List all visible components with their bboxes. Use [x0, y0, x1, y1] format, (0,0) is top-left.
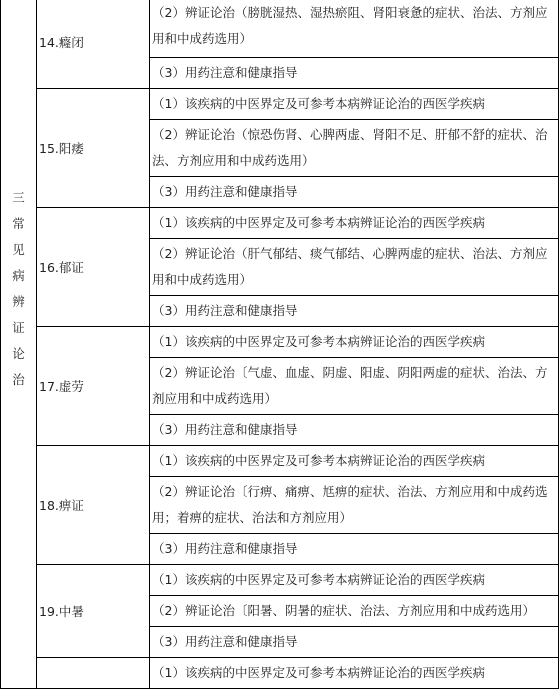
syllabus-item: （3）用药注意和健康指导: [150, 177, 559, 208]
section-char: 论: [12, 346, 25, 361]
syllabus-item: （3）用药注意和健康指导: [150, 415, 559, 446]
disease-name: 16.郁证: [37, 208, 150, 327]
table-row: [1, 0, 559, 58]
table-row: [1, 446, 559, 477]
disease-name: 19.中暑: [37, 565, 150, 658]
syllabus-item: （3）用药注意和健康指导: [150, 58, 559, 89]
disease-name: 17.虚劳: [37, 327, 150, 446]
syllabus-item: （2）辨证论治（肝气郁结、痰气郁结、心脾两虚的症状、治法、方剂应用和中成药选用）: [150, 239, 559, 296]
disease-name: [37, 658, 150, 689]
syllabus-item: （1）该疾病的中医界定及可参考本病辨证论治的西医学疾病: [150, 565, 559, 596]
syllabus-item: （1）该疾病的中医界定及可参考本病辨证论治的西医学疾病: [150, 208, 559, 239]
syllabus-item: （2）辨证论治〔气虚、血虚、阴虚、阳虚、阴阳两虚的症状、治法、方剂应用和中成药选用）: [150, 358, 559, 415]
section-char: 病: [12, 268, 25, 283]
syllabus-item: （3）用药注意和健康指导: [150, 534, 559, 565]
section-char: 辨: [12, 294, 25, 309]
disease-name: 18.痹证: [37, 446, 150, 565]
section-char: 三: [12, 190, 25, 205]
syllabus-item: （1）该疾病的中医界定及可参考本病辨证论治的西医学疾病: [150, 446, 559, 477]
section-label: [1, 0, 37, 689]
table-row: [1, 565, 559, 596]
syllabus-item: （2）辨证论治〔行痹、痛痹、尪痹的症状、治法、方剂应用和中成药选用；着痹的症状、治法和方剂应用）: [150, 477, 559, 534]
syllabus-item: （1）该疾病的中医界定及可参考本病辨证论治的西医学疾病: [150, 658, 559, 689]
section-char: 治: [12, 372, 25, 387]
table-row: [1, 327, 559, 358]
syllabus-item: （1）该疾病的中医界定及可参考本病辨证论治的西医学疾病: [150, 327, 559, 358]
disease-name: 14.癃闭: [37, 0, 150, 89]
syllabus-item: （2）辨证论治〔阳暑、阴暑的症状、治法、方剂应用和中成药选用）: [150, 596, 559, 627]
syllabus-item: （3）用药注意和健康指导: [150, 627, 559, 658]
disease-name: 15.阳痿: [37, 89, 150, 208]
syllabus-item: （1）该疾病的中医界定及可参考本病辨证论治的西医学疾病: [150, 89, 559, 120]
section-char: 证: [12, 320, 25, 335]
section-char: 常: [12, 216, 25, 231]
syllabus-item: （2）辨证论治（惊恐伤肾、心脾两虚、肾阳不足、肝郁不舒的症状、治法、方剂应用和中成药选用）: [150, 120, 559, 177]
syllabus-item: （3）用药注意和健康指导: [150, 296, 559, 327]
syllabus-item: （2）辨证论治（膀胱湿热、湿热瘀阻、肾阳衰惫的症状、治法、方剂应用和中成药选用）: [150, 0, 559, 58]
section-char: 见: [12, 242, 25, 257]
table-row: [1, 658, 559, 689]
table-row: [1, 89, 559, 120]
table-row: [1, 208, 559, 239]
